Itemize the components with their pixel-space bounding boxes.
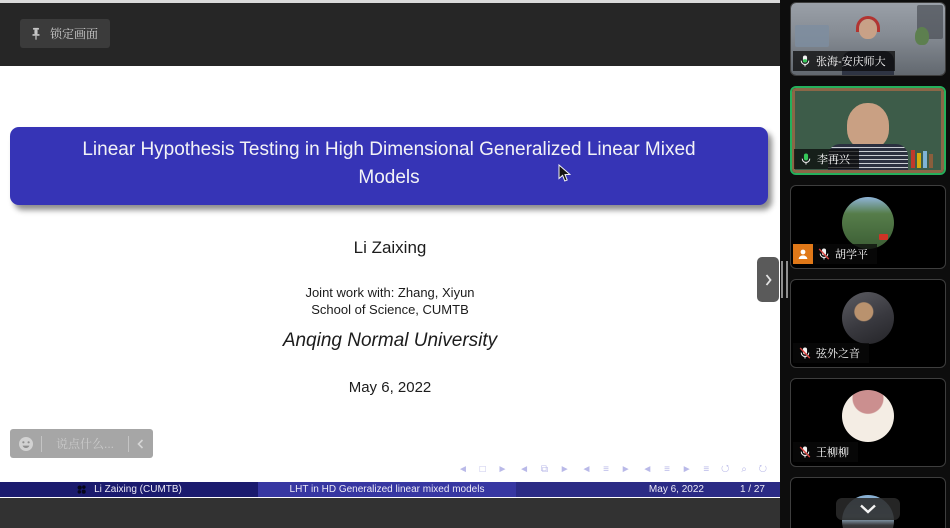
- scroll-more-participants-button[interactable]: [836, 498, 900, 520]
- chat-quick-bar[interactable]: [10, 429, 153, 458]
- participant-name-label: [793, 51, 895, 71]
- slide-date: May 6, 2022: [348, 379, 432, 396]
- slide-university: Anqing Normal University: [282, 330, 498, 351]
- emoji-icon[interactable]: [18, 436, 34, 452]
- footline-page-number: 1 / 27: [739, 484, 765, 495]
- mic-on-icon: [799, 54, 811, 68]
- presentation-slide: [0, 66, 780, 498]
- participant-tile[interactable]: [790, 2, 946, 76]
- participant-tile[interactable]: [790, 378, 946, 467]
- participant-name-label: [793, 244, 877, 264]
- slide-footline: [0, 482, 780, 497]
- slide-title-banner: [10, 127, 768, 205]
- slide-affiliation: School of Science, CUMTB: [311, 302, 469, 317]
- footline-short-title: LHT in HD Generalized linear mixed models: [289, 484, 485, 495]
- participant-name-label: [794, 149, 859, 169]
- avatar: [842, 292, 894, 344]
- divider: [128, 436, 129, 452]
- sidebar-collapse-handle[interactable]: [757, 257, 779, 302]
- lock-view-button[interactable]: [20, 19, 110, 48]
- participant-tile[interactable]: [790, 279, 946, 368]
- participant-tile-partial[interactable]: [790, 477, 946, 528]
- mic-speaking-icon: [800, 152, 812, 166]
- participant-name: 弦外之音: [816, 348, 860, 360]
- avatar: [842, 390, 894, 442]
- mic-muted-icon: [799, 445, 811, 459]
- participant-name-label: [793, 442, 858, 462]
- footline-title-section: [258, 482, 516, 497]
- footline-author-section: [0, 482, 258, 497]
- participant-name: 张海-安庆师大: [816, 56, 886, 68]
- chat-collapse-button[interactable]: [136, 438, 145, 450]
- participant-tile-active-speaker[interactable]: [790, 86, 946, 175]
- avatar: [842, 197, 894, 249]
- chevron-down-icon: [857, 503, 879, 515]
- window-top-edge: [0, 0, 780, 3]
- sidebar-grip[interactable]: [781, 261, 783, 298]
- slide-joint-work: Joint work with: Zhang, Xiyun: [305, 285, 475, 300]
- lock-view-label: 锁定画面: [50, 27, 99, 41]
- mic-muted-icon: [799, 346, 811, 360]
- participant-name: 胡学平: [835, 249, 868, 261]
- beamer-nav-symbols: ◄ □ ► ◄ ⧉ ► ◄ ≡ ► ◄ ≡ ► ≡ ↺ ⌕ ↻: [458, 464, 768, 475]
- divider: [41, 436, 42, 452]
- mic-muted-icon: [818, 247, 830, 261]
- slide-title: Linear Hypothesis Testing in High Dimensional Generalized Linear Mixed Models: [82, 139, 696, 188]
- chevron-left-icon: [136, 438, 145, 450]
- screen-share-letterbox: [0, 498, 780, 528]
- footline-date-section: [516, 482, 780, 497]
- footline-date: May 6, 2022: [648, 484, 704, 495]
- participant-tile[interactable]: [790, 185, 946, 269]
- footline-author: Li Zaixing (CUMTB): [94, 484, 182, 495]
- chat-input[interactable]: 说点什么...: [55, 437, 114, 451]
- participant-name: 李再兴: [817, 154, 850, 166]
- mouse-cursor: [558, 164, 571, 183]
- chevron-right-icon: [764, 273, 773, 287]
- sidebar-grip[interactable]: [786, 261, 788, 298]
- slide-author: Li Zaixing: [353, 238, 427, 257]
- participant-name: 王柳柳: [816, 447, 849, 459]
- presenter-badge-icon: [793, 244, 813, 264]
- participant-name-label: [793, 343, 869, 363]
- pin-icon: [29, 27, 43, 41]
- participants-sidebar: [780, 0, 950, 528]
- cumtb-logo-icon: [76, 484, 87, 495]
